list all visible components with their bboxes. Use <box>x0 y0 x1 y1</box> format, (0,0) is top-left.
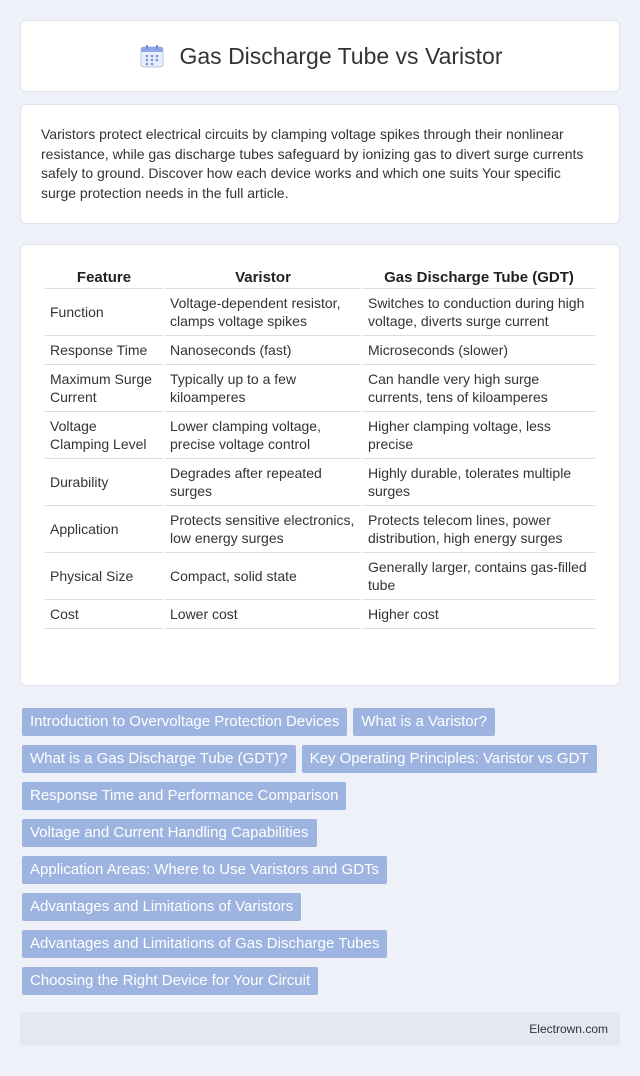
intro-text: Varistors protect electrical circuits by clamping voltage spikes through their nonlinear resistance, while gas discharge tubes safeguard by ionizing gas to divert surge currents safely to ground. Discover how each device works and which one suits Your specific surge protection needs in the full article. <box>41 126 584 201</box>
table-row <box>45 600 595 629</box>
gdt-cell: Higher cost <box>363 600 595 629</box>
topic-tag-link[interactable]: Introduction to Overvoltage Protection Devices <box>22 708 347 736</box>
table-row <box>45 459 595 506</box>
topic-tag-link[interactable]: Application Areas: Where to Use Varistors and GDTs <box>22 856 387 884</box>
varistor-cell: Nanoseconds (fast) <box>165 336 361 365</box>
tag-row <box>22 930 622 958</box>
tag-row <box>22 782 622 810</box>
footer-site-name: Electrown.com <box>529 1022 608 1036</box>
calendar-grid-icon <box>138 42 166 70</box>
gdt-cell: Microseconds (slower) <box>363 336 595 365</box>
varistor-cell: Compact, solid state <box>165 553 361 600</box>
varistor-cell: Protects sensitive electronics, low energy surges <box>165 506 361 553</box>
varistor-cell: Lower clamping voltage, precise voltage control <box>165 412 361 459</box>
gdt-cell: Switches to conduction during high voltage, diverts surge current <box>363 289 595 336</box>
table-row <box>45 365 595 412</box>
varistor-cell: Typically up to a few kiloamperes <box>165 365 361 412</box>
gdt-cell: Can handle very high surge currents, tens of kiloamperes <box>363 365 595 412</box>
comparison-table-card <box>20 244 620 686</box>
feature-cell: Durability <box>45 459 163 506</box>
table-row <box>45 412 595 459</box>
topic-tags <box>22 708 622 1004</box>
table-header-row <box>45 265 595 289</box>
table-row <box>45 553 595 600</box>
topic-tag-link[interactable]: Choosing the Right Device for Your Circuit <box>22 967 318 995</box>
feature-cell: Maximum Surge Current <box>45 365 163 412</box>
topic-tag-link[interactable]: What is a Varistor? <box>353 708 495 736</box>
feature-cell: Function <box>45 289 163 336</box>
column-header: Feature <box>45 265 163 289</box>
gdt-cell: Higher clamping voltage, less precise <box>363 412 595 459</box>
feature-cell: Cost <box>45 600 163 629</box>
topic-tag-link[interactable]: Key Operating Principles: Varistor vs GDT <box>302 745 597 773</box>
topic-tag-link[interactable]: Advantages and Limitations of Gas Discharge Tubes <box>22 930 387 958</box>
footer <box>20 1012 620 1046</box>
gdt-cell: Highly durable, tolerates multiple surges <box>363 459 595 506</box>
tag-row <box>22 745 622 773</box>
feature-cell: Voltage Clamping Level <box>45 412 163 459</box>
topic-tag-link[interactable]: Advantages and Limitations of Varistors <box>22 893 301 921</box>
page-title: Gas Discharge Tube vs Varistor <box>179 42 503 69</box>
topic-tag-link[interactable]: What is a Gas Discharge Tube (GDT)? <box>22 745 296 773</box>
varistor-cell: Voltage-dependent resistor, clamps voltage spikes <box>165 289 361 336</box>
varistor-cell: Degrades after repeated surges <box>165 459 361 506</box>
intro-card <box>20 104 620 224</box>
gdt-cell: Protects telecom lines, power distribution, high energy surges <box>363 506 595 553</box>
header-card <box>20 20 620 92</box>
feature-cell: Response Time <box>45 336 163 365</box>
comparison-table <box>43 265 597 629</box>
column-header: Gas Discharge Tube (GDT) <box>363 265 595 289</box>
topic-tag-link[interactable]: Voltage and Current Handling Capabilities <box>22 819 317 847</box>
tag-row <box>22 893 622 921</box>
varistor-cell: Lower cost <box>165 600 361 629</box>
tag-row <box>22 967 622 995</box>
table-row <box>45 506 595 553</box>
tag-row <box>22 708 622 736</box>
table-row <box>45 289 595 336</box>
feature-cell: Physical Size <box>45 553 163 600</box>
feature-cell: Application <box>45 506 163 553</box>
column-header: Varistor <box>165 265 361 289</box>
table-row <box>45 336 595 365</box>
tag-row <box>22 856 622 884</box>
topic-tag-link[interactable]: Response Time and Performance Comparison <box>22 782 346 810</box>
tag-row <box>22 819 622 847</box>
gdt-cell: Generally larger, contains gas-filled tube <box>363 553 595 600</box>
